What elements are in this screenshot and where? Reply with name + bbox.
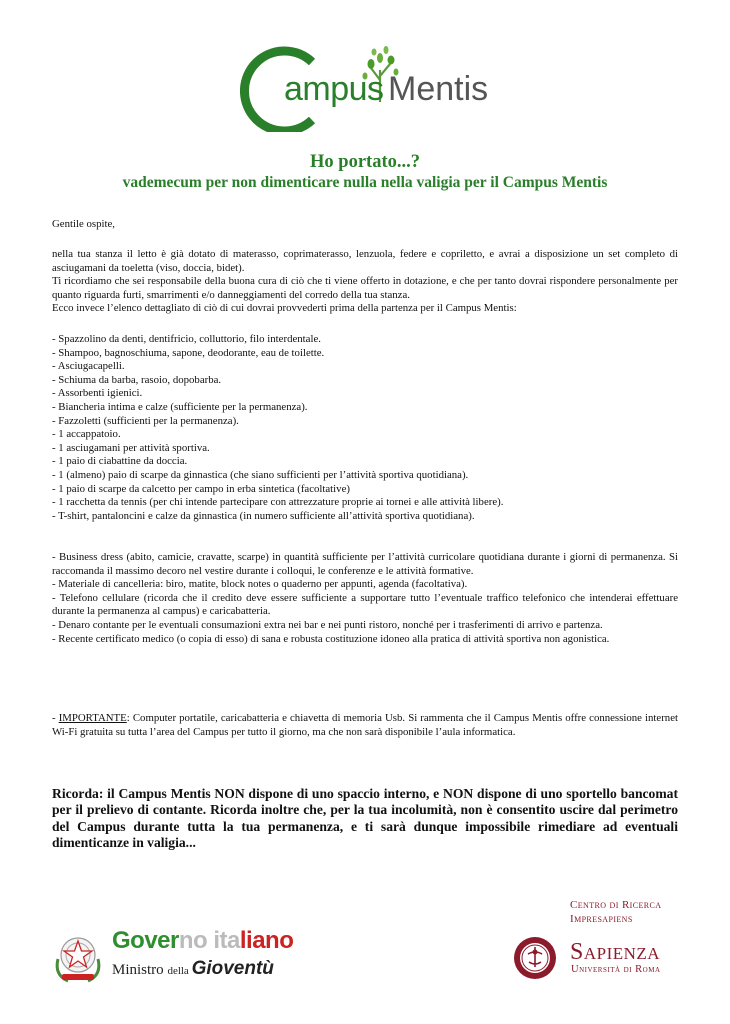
list-item: - 1 paio di ciabattine da doccia. (52, 455, 188, 468)
sapienza-wordmark: Sapienza (570, 939, 661, 965)
list-item: - 1 (almeno) paio di scarpe da ginnastica (che siano sufficienti per l’attività sportiva quotidiana). (52, 468, 469, 481)
italian-emblem-icon (50, 925, 106, 985)
gov-title-part: Gover (112, 927, 179, 954)
gov-sub-part: Gioventù (191, 958, 274, 979)
intro-line: Ti ricordiamo che sei responsabile della buona cura di ciò che ti viene offerto in dotazione, e che per tanto dovrai rispondere personalmente per quanto riguarda furti, smarrimenti e/o danneggiamenti del corredo della tua stanza. (52, 275, 678, 301)
logo-text-ampus: ampus (284, 70, 384, 108)
list-item: - Spazzolino da denti, dentifricio, colluttorio, filo interdentale. (52, 333, 321, 345)
list-item: - Recente certificato medico (o copia di esso) di sana e robusta costituzione idoneo alla pratica di attività sportiva non agonistica. (52, 632, 610, 645)
page-subtitle: vademecum per non dimenticare nulla nella valigia per il Campus Mentis (122, 174, 608, 191)
gov-sub-part: della (167, 965, 192, 977)
sapienza-subtitle: Università di Roma (571, 964, 661, 975)
list-item: - 1 paio di scarpe da calcetto per campo in erba sintetica (facoltative) (52, 482, 350, 495)
list-item: - 1 accappatoio. (52, 428, 121, 441)
intro-line: Ecco invece l’elenco dettagliato di ciò di cui dovrai provvederti prima della partenza per il Campus Mentis: (52, 302, 517, 315)
logo-text-mentis: Mentis (388, 70, 489, 108)
toiletries-list (52, 333, 678, 523)
list-item: - Biancheria intima e calze (sufficiente per la permanenza). (52, 400, 308, 413)
intro-line: nella tua stanza il letto è già dotato di materasso, coprimaterasso, lenzuola, federe e copriletto, e avrai a disposizione un set completo di asciugamani da toeletta (viso, doccia, bidet). (52, 248, 678, 274)
page-title: Ho portato...? (310, 152, 420, 172)
list-item: - Fazzoletti (sufficienti per la permanenza). (52, 414, 239, 427)
list-item: - T-shirt, pantaloncini e calze da ginnastica (in numero sufficiente all’attività sportiva quotidiana). (52, 509, 475, 522)
business-list (52, 551, 678, 646)
important-label: IMPORTANTE (58, 712, 127, 724)
gov-title-part: liano (239, 927, 294, 954)
list-item: - Shampoo, bagnoschiuma, sapone, deodorante, eau de toilette. (52, 346, 325, 359)
governo-italiano-title (112, 927, 293, 955)
list-item: - Assorbenti igienici. (52, 387, 143, 400)
list-item: - Schiuma da barba, rasoio, dopobarba. (52, 373, 222, 386)
governo-italiano-logo (50, 925, 300, 987)
list-item: - 1 asciugamani per attività sportiva. (52, 441, 210, 454)
gov-sub-part: Ministro (112, 962, 168, 978)
important-text: : Computer portatile, caricabatteria e chiavetta di memoria Usb. Si rammenta che il Campus Mentis offre connessione internet Wi-Fi gratuita su tutta l’area del Campus per tutto il giorno, ma che non sarà disponibile l’aula informatica. (52, 712, 678, 738)
sapienza-seal-icon (513, 936, 557, 980)
list-item: - 1 racchetta da tennis (per chi intende partecipare con attrezzature proprie ai tornei e alle attività libere). (52, 496, 504, 509)
list-item: - Denaro contante per le eventuali consumazioni extra nei bar e nei punti ristoro, nonché per i trasferimenti di arrivo e partenza. (52, 618, 603, 631)
campus-mentis-logo (240, 40, 500, 132)
reminder-paragraph: Ricorda: il Campus Mentis NON dispone di uno spaccio interno, e NON dispone di uno sportello bancomat per il prelievo di contante. Ricorda inoltre che, per la tua incolumità, non è consentito uscire dal perimetro del Campus durante tutta la tua permanenza, e ti sarà dunque impossibile rimediare ad eventuali dimenticanze in valigia... (52, 786, 678, 851)
important-note (52, 712, 678, 739)
list-item: - Asciugacapelli. (52, 360, 125, 373)
important-prefix: - (52, 712, 59, 724)
gov-title-part: no ita (178, 927, 240, 954)
centro-line-2: Impresapiens (570, 913, 633, 925)
list-item: - Business dress (abito, camicie, cravatte, scarpe) in quantità sufficiente per l’attività curricolare quotidiana durante i giorni di permanenza. Si raccomanda il massimo decoro nel vestire durante i colloqui, le conferenze e le attività formative. (52, 551, 678, 577)
list-item: - Telefono cellulare (ricorda che il credito deve essere sufficiente a supportare tutto l’eventuale traffico telefonico che intenderai effettuare durante la permanenza al campus) e caricabatteria. (52, 591, 678, 618)
greeting-text: Gentile ospite, (52, 218, 115, 230)
list-item: - Materiale di cancelleria: biro, matite, block notes o quaderno per appunti, agenda (facoltativa). (52, 578, 468, 591)
ministro-della-gioventu (112, 958, 274, 980)
intro-paragraph (52, 248, 678, 316)
centro-ricerca-label (570, 898, 661, 926)
centro-line-1: Centro di Ricerca (570, 899, 662, 911)
